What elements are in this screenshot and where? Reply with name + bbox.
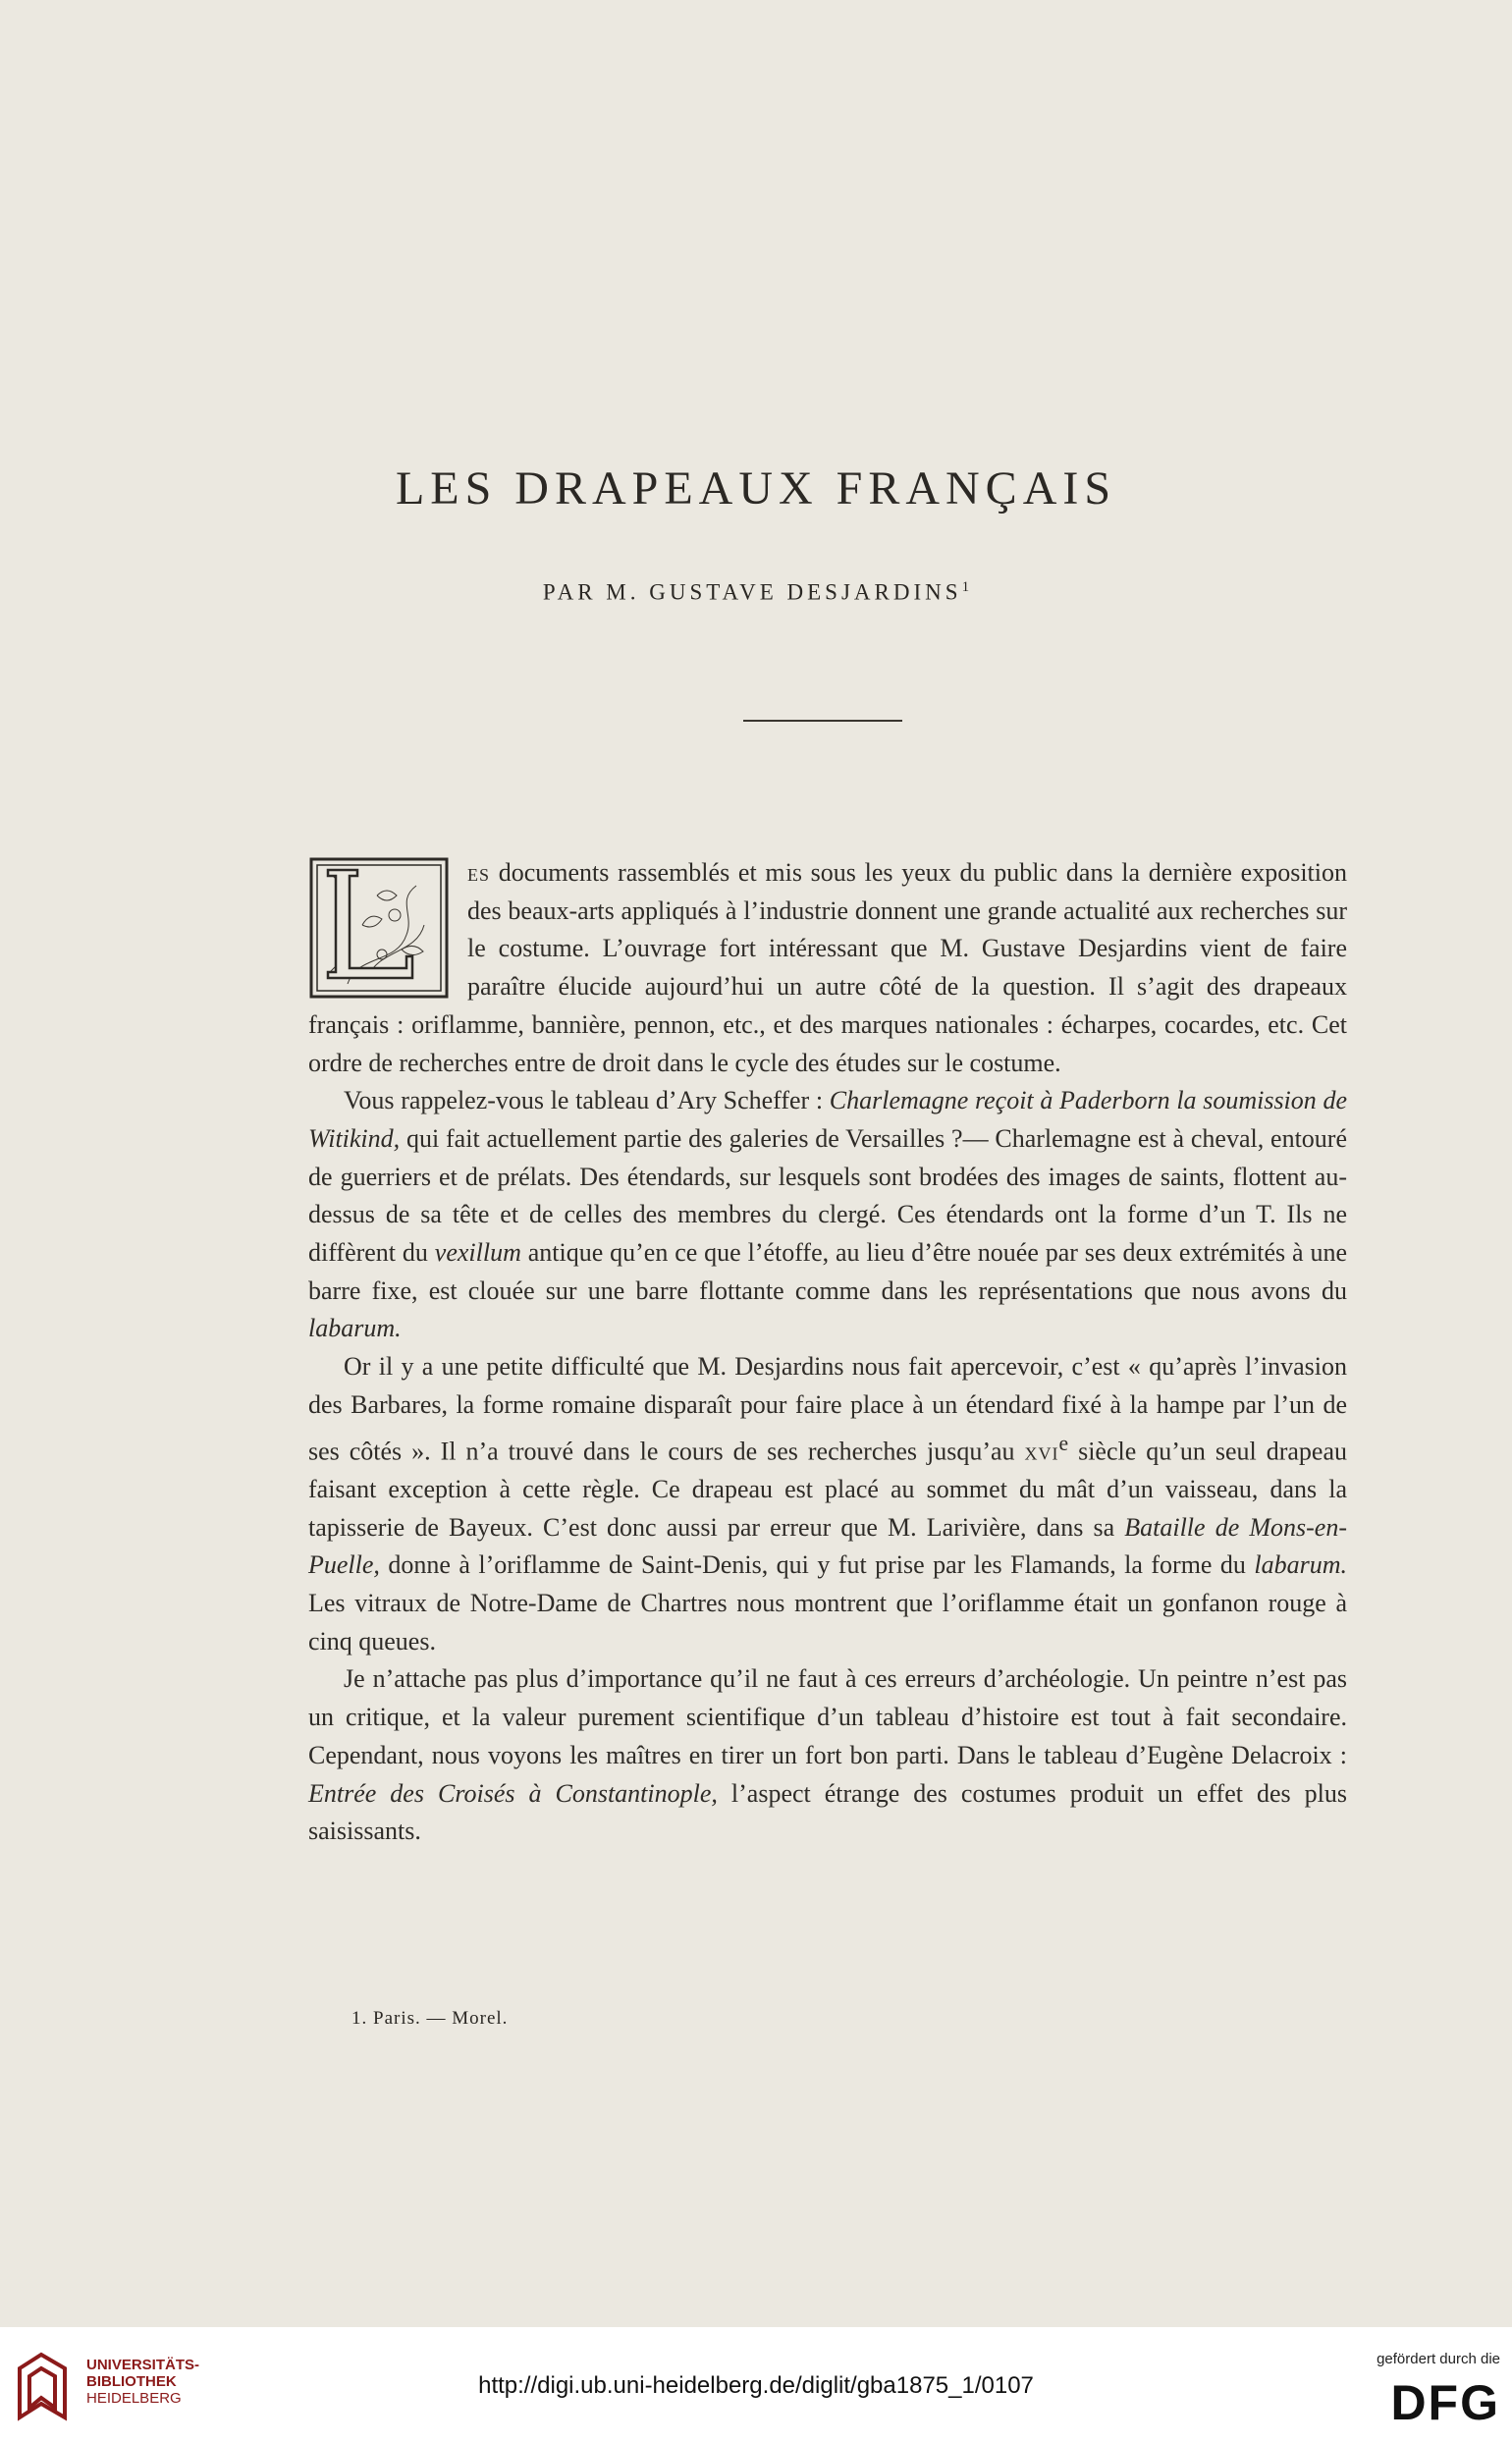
paragraph-2-text-b: qui fait actuellement partie des galeries de Versailles ?— Charlemagne est à cheval, entouré de guerriers et de prélats. Des étendards, sur lesquels sont brodées des images de saints, flottent au-dessus de sa tête et de celles des membres du clergé. Ces étendards ont la forme d’un T. Ils ne diffèrent du (308, 1123, 1347, 1268)
ornamental-letter-l-icon (308, 856, 450, 1000)
paragraph-2-text-c: antique qu’en ce que l’étoffe, au lieu d’être nouée par ses deux extrémités à une barre fixe, est clouée sur une barre flottante comme dans les représentations que nous avons du (308, 1238, 1347, 1305)
paragraph-2 (308, 1082, 1347, 1348)
article-byline (0, 579, 1512, 606)
dropcap-ornament (308, 856, 450, 1000)
byline-footnote-ref: 1 (961, 579, 970, 595)
paragraph-4 (308, 1660, 1347, 1851)
painting-title-scheffer: Charlemagne reçoit à Paderborn la soumission de Witikind, (308, 1086, 1347, 1153)
article-title: LES DRAPEAUX FRANÇAIS (395, 462, 1117, 515)
dropcap-continuation: es (467, 858, 491, 887)
library-line-3: HEIDELBERG (86, 2390, 182, 2407)
library-line-2: BIBLIOTHEK (86, 2373, 177, 2390)
paragraph-1-text: documents rassemblés et mis sous les yeux du public dans la dernière exposition des beaux-arts appliqués à l’industrie donnent une grande actualité aux recherches sur le costume. L’ouvrage fort intéressant que M. Gustave Desjardins vient de faire paraître élucide aujourd’hui un autre côté de la question. Il s’agit des drapeaux français : oriflamme, bannière, pennon, etc., et des marques nationales : écharpes, cocardes, etc. Cet ordre de recherches entre de droit dans le cycle des études sur le costume. (308, 858, 1347, 1077)
paragraph-3-text-a: Or il y a une petite difficulté que M. Desjardins nous fait apercevoir, c’est « qu’après l’invasion des Barbares, la forme romaine disparaît pour faire place à un étendard fixé à la hampe par l’un de ses côtés ». Il n’a trouvé dans le cours de ses recherches jusqu’au (308, 1352, 1347, 1466)
title-divider (743, 720, 902, 722)
funding-caption: gefördert durch die (1377, 2351, 1500, 2367)
term-labarum: labarum. (308, 1314, 402, 1343)
paragraph-3 (308, 1348, 1347, 1660)
permalink-url[interactable]: http://digi.ub.uni-heidelberg.de/diglit/gba1875_1/0107 (478, 2372, 1034, 2399)
paragraph-3-text-c: donne à l’oriflamme de Saint-Denis, qui y fut prise par les Flamands, la forme du (379, 1550, 1255, 1580)
paragraph-3-text-d: Les vitraux de Notre-Dame de Chartres nous montrent que l’oriflamme était un gonfanon rouge à cinq queues. (308, 1589, 1347, 1656)
paragraph-4-text-b: l’aspect étrange des costumes produit un effet des plus saisissants. (308, 1778, 1347, 1846)
library-line-1: UNIVERSITÄTS- (86, 2357, 200, 2373)
century-numeral: xvi (1024, 1437, 1059, 1466)
century-superscript: e (1058, 1431, 1069, 1455)
dfg-logo[interactable]: DFG (1390, 2375, 1500, 2430)
article-body (308, 854, 1347, 1851)
painting-title-delacroix: Entrée des Croisés à Constantinople, (308, 1778, 718, 1808)
painting-title-lariviere: Bataille de Mons-en-Puelle, (308, 1512, 1347, 1580)
paragraph-4-text-a: Je n’attache pas plus d’importance qu’il ne faut à ces erreurs d’archéologie. Un peintre n’est pas un critique, et la valeur purement scientifique d’un tableau d’histoire est tout à fait secondaire. Cependant, nous voyons les maîtres en tirer un fort bon parti. Dans le tableau d’Eugène Delacroix : (308, 1664, 1347, 1769)
term-labarum-2: labarum. (1254, 1550, 1347, 1580)
paragraph-2-text-a: Vous rappelez-vous le tableau d’Ary Scheffer : (344, 1086, 830, 1115)
term-vexillum: vexillum (434, 1238, 521, 1268)
paragraph-3-text-b: siècle qu’un seul drapeau faisant exception à cette règle. Ce drapeau est placé au sommet du mât d’un vaisseau, dans la tapisserie de Bayeux. C’est donc aussi par erreur que M. Larivière, dans sa (308, 1437, 1347, 1542)
viewer-footer (0, 2327, 1512, 2443)
footnote: 1. Paris. — Morel. (351, 2008, 509, 2029)
byline-text: PAR M. GUSTAVE DESJARDINS (542, 579, 962, 605)
paragraph-1 (308, 854, 1347, 1082)
